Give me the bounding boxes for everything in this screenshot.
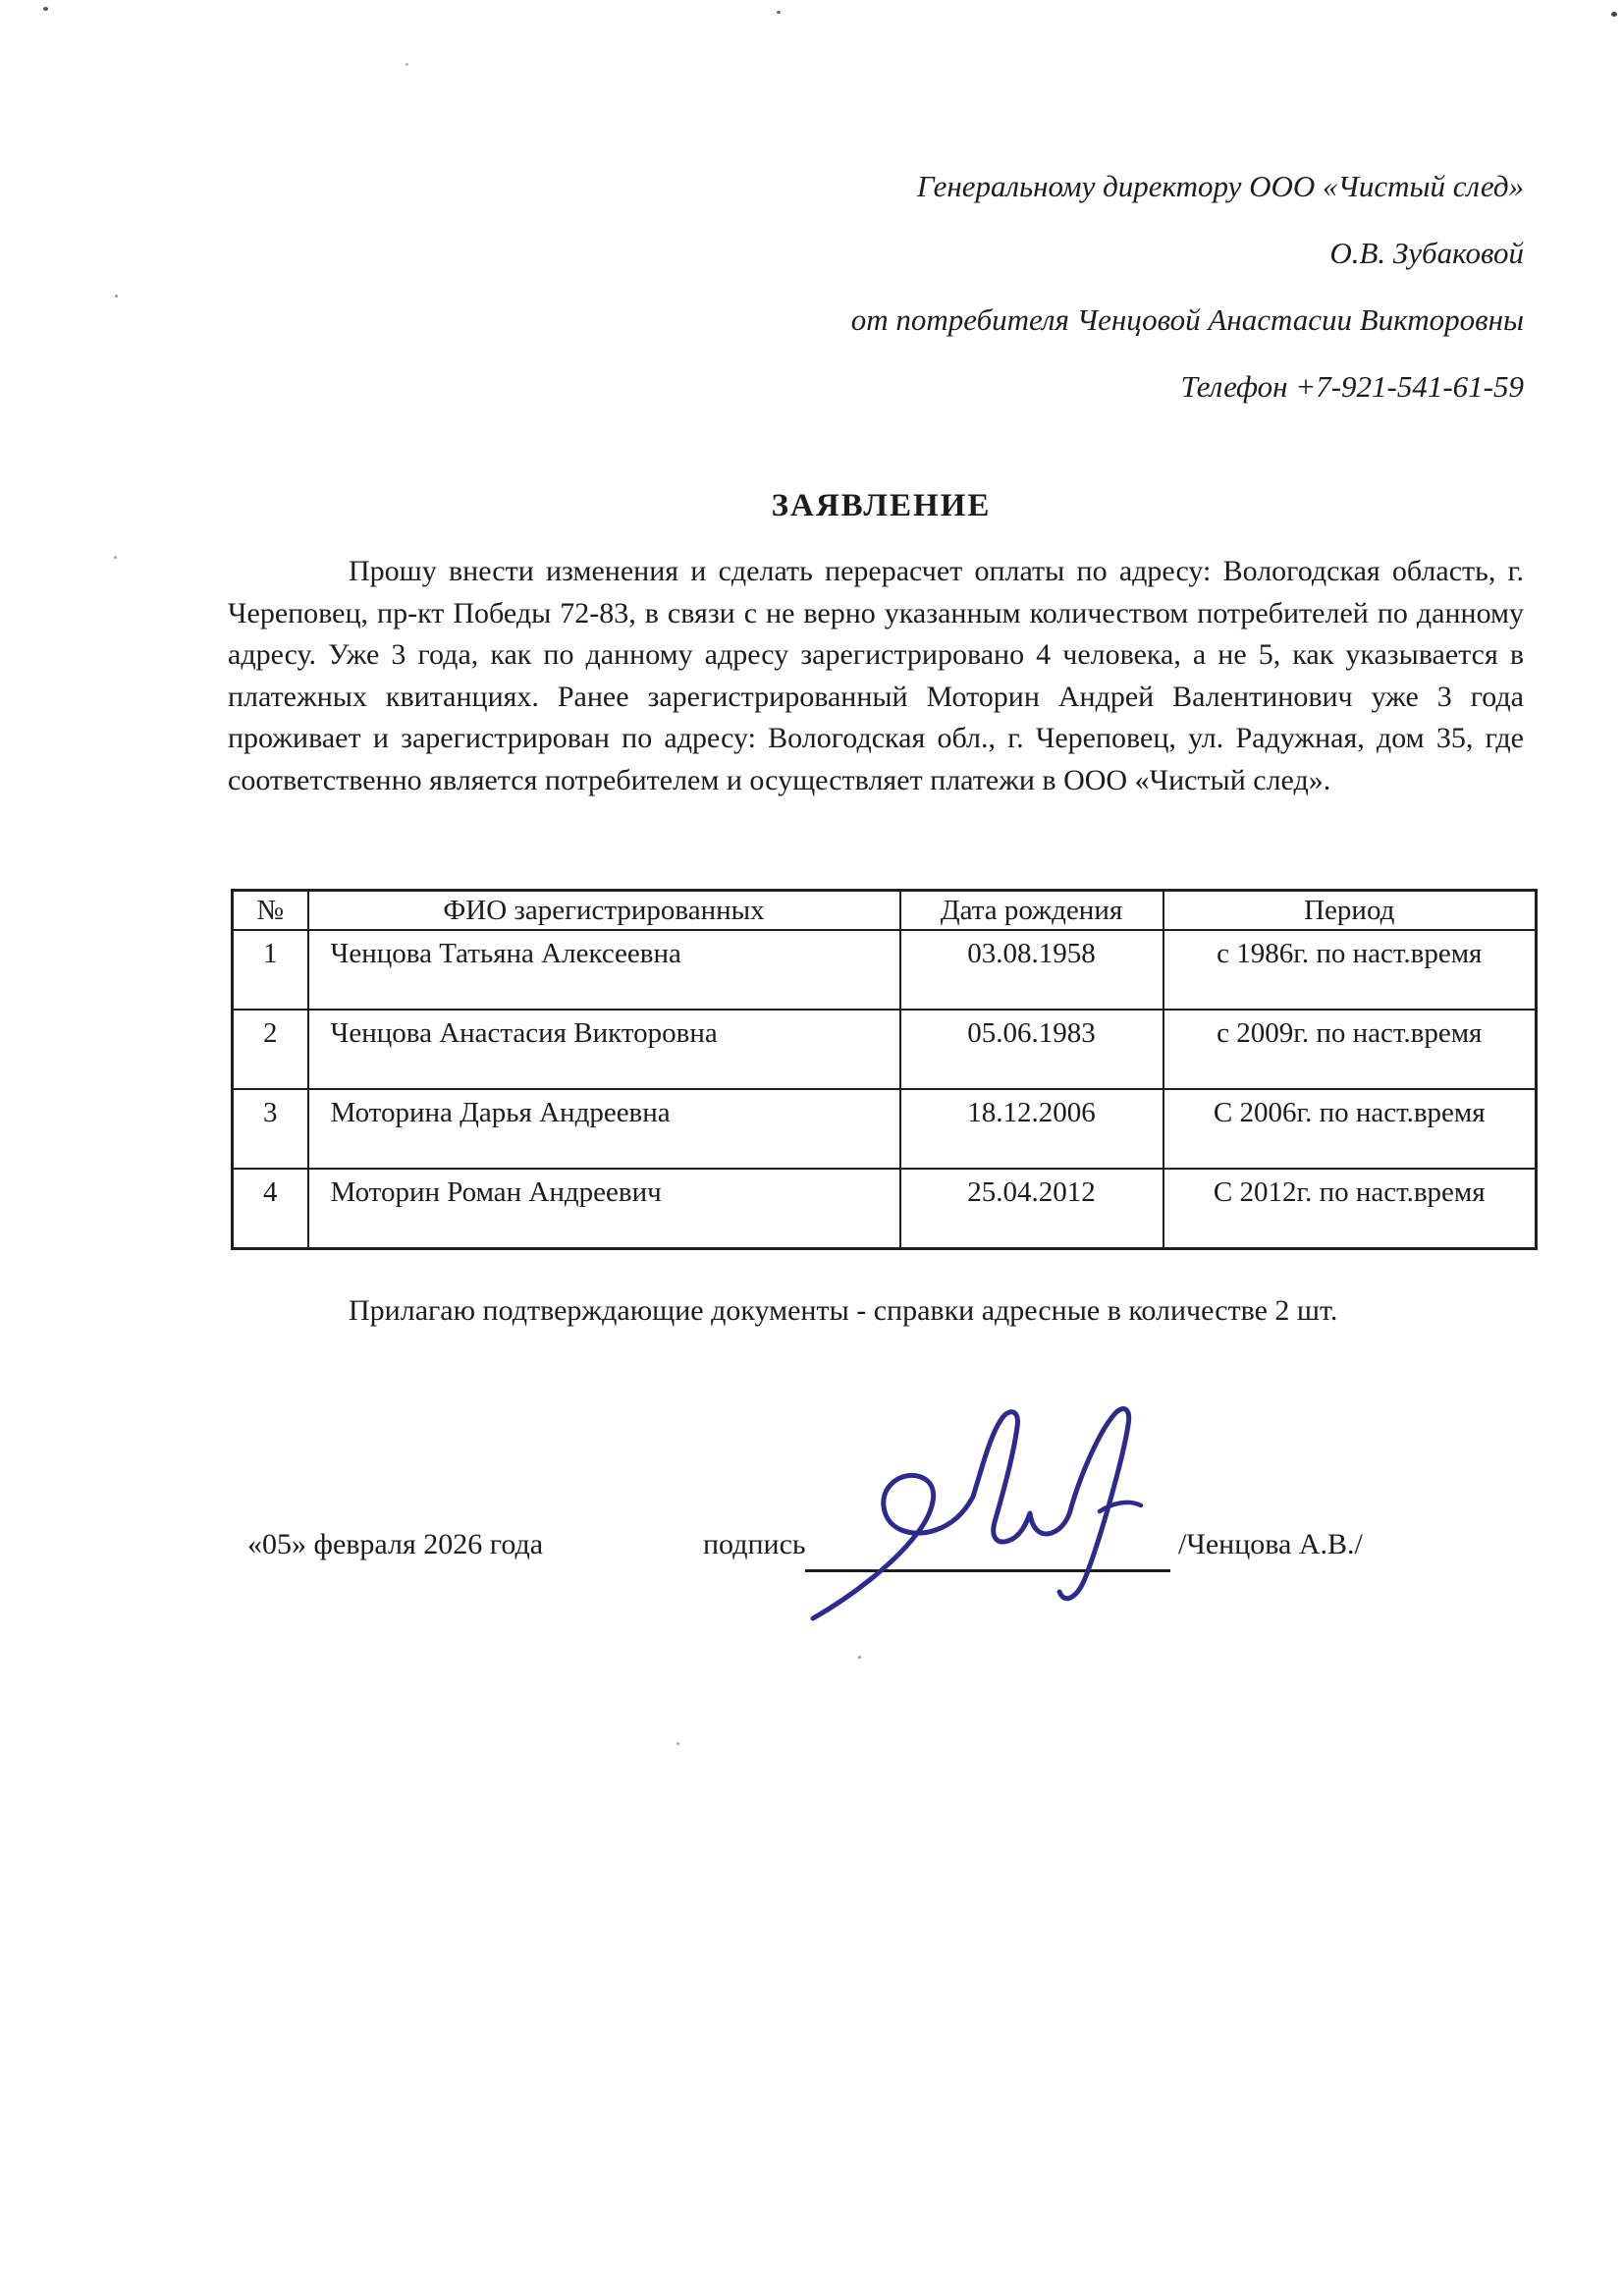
recipient-line: Генеральному директору ООО «Чистый след»: [916, 169, 1524, 203]
scan-artifact: [1611, 12, 1617, 17]
table-row: [233, 930, 1537, 1010]
period-cell: С 2012г. по наст.время: [1163, 1169, 1537, 1249]
table-header-row: [233, 891, 1537, 931]
row-number-cell: 1: [233, 930, 308, 1010]
col-number-header: №: [233, 891, 308, 931]
registered-persons-table: [231, 889, 1538, 1250]
date-line: «05» февраля 2026 года: [247, 1528, 544, 1560]
body-paragraph: Прошу внести изменения и сделать перерасчет оплаты по адресу: Вологодская область, г. Череповец, пр-кт Победы 72-83, в связи с не верно указанным количеством потребителей по данному адресу. Уже 3 года, как по данному адресу зарегистрировано 4 человека, а не 5, как указывается в платежных квитанциях. Ранее зарегистрированный Моторин Андрей Валентинович уже 3 года проживает и зарегистрирован по адресу: Вологодская обл., г. Череповец, ул. Радужная, дом 35, где соответственно является потребителем и осуществляет платежи в ООО «Чистый след».: [228, 555, 1524, 796]
row-number-cell: 4: [233, 1169, 308, 1249]
table-row: [233, 1010, 1537, 1089]
name-cell: Ченцова Анастасия Викторовна: [308, 1010, 900, 1089]
recipient-line: Телефон +7-921-541-61-59: [1180, 369, 1524, 404]
recipient-block: [851, 153, 1524, 420]
signer-name: /Ченцова А.В./: [1178, 1528, 1363, 1560]
scan-artifact: [43, 7, 48, 11]
scan-artifact: [115, 295, 118, 298]
birthdate-cell: 25.04.2012: [900, 1169, 1163, 1249]
birthdate-cell: 03.08.1958: [900, 930, 1163, 1010]
period-cell: с 1986г. по наст.время: [1163, 930, 1537, 1010]
signature-ink: [785, 1387, 1198, 1632]
page-title: ЗАЯВЛЕНИЕ: [771, 488, 992, 523]
attachment-note: Прилагаю подтверждающие документы - справки адресные в количестве 2 шт.: [349, 1294, 1338, 1327]
row-number-cell: 3: [233, 1089, 308, 1169]
name-cell: Моторин Роман Андреевич: [308, 1169, 900, 1249]
scan-artifact: [676, 1742, 679, 1745]
name-cell: Моторина Дарья Андреевна: [308, 1089, 900, 1169]
table-row: [233, 1169, 1537, 1249]
col-name-header: ФИО зарегистрированных: [308, 891, 900, 931]
period-cell: с 2009г. по наст.время: [1163, 1010, 1537, 1089]
col-birth-header: Дата рождения: [900, 891, 1163, 931]
birthdate-cell: 18.12.2006: [900, 1089, 1163, 1169]
recipient-line: от потребителя Ченцовой Анастасии Викторовны: [850, 302, 1524, 337]
scan-artifact: [406, 63, 408, 66]
scan-artifact: [777, 11, 781, 14]
scan-artifact: [114, 556, 117, 559]
birthdate-cell: 05.06.1983: [900, 1010, 1163, 1089]
col-period-header: Период: [1163, 891, 1537, 931]
recipient-line: О.В. Зубаковой: [1329, 236, 1524, 270]
row-number-cell: 2: [233, 1010, 308, 1089]
table-row: [233, 1089, 1537, 1169]
name-cell: Ченцова Татьяна Алексеевна: [308, 930, 900, 1010]
period-cell: С 2006г. по наст.время: [1163, 1089, 1537, 1169]
scan-artifact: [858, 1656, 861, 1659]
signature-label: подпись: [703, 1528, 806, 1560]
